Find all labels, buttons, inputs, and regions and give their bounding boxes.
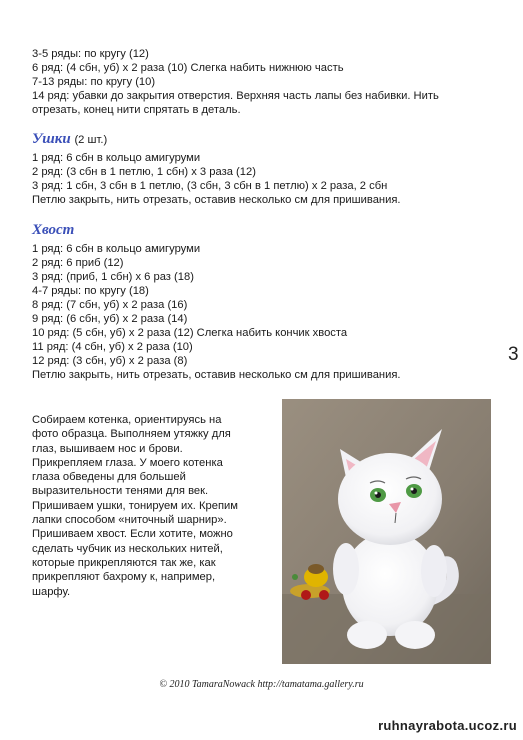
assembly-line: глаза обведены для большей: [32, 471, 186, 484]
tail-line: 3 ряд: (приб, 1 сбн) х 6 раз (18): [32, 271, 194, 283]
text-line: 3-5 ряды: по кругу (12): [32, 48, 149, 60]
tail-heading: Хвост: [32, 222, 75, 238]
ears-line: Петлю закрыть, нить отрезать, оставив несколько см для пришивания.: [32, 194, 401, 206]
ears-line: 1 ряд: 6 сбн в кольцо амигуруми: [32, 152, 201, 164]
assembly-line: прикрепляют бахрому к, например,: [32, 571, 216, 584]
site-watermark: ruhnayrabota.ucoz.ru: [378, 718, 517, 733]
tail-line: 4-7 ряды: по кругу (18): [32, 285, 149, 297]
tail-line: 11 ряд: (4 сбн, уб) х 2 раза (10): [32, 341, 193, 353]
text-line: 7-13 ряды: по кругу (10): [32, 76, 156, 88]
assembly-line: шарфу.: [32, 585, 71, 598]
tail-line: 12 ряд: (3 сбн, уб) х 2 раза (8): [32, 355, 188, 367]
text-line: 6 ряд: (4 сбн, уб) х 2 раза (10) Слегка набить нижнюю часть: [32, 62, 344, 74]
assembly-line: глаз, вышиваем нос и брови.: [32, 442, 183, 455]
ears-heading: [32, 131, 107, 148]
ears-count-note: (2 шт.): [74, 134, 108, 146]
tail-line: 1 ряд: 6 сбн в кольцо амигуруми: [32, 243, 201, 255]
page-number: 3: [508, 344, 519, 365]
assembly-line: фото образца. Выполняем утяжку для: [32, 428, 231, 441]
tail-line: 10 ряд: (5 сбн, уб) х 2 раза (12) Слегка набить кончик хвоста: [32, 327, 348, 339]
assembly-line: выразительности тенями для век.: [32, 485, 209, 498]
kitten-photo: [282, 399, 491, 664]
assembly-line: сделать чубчик из нескольких нитей,: [32, 542, 223, 555]
text-line: отрезать, конец нити спрятать в деталь.: [32, 104, 241, 116]
assembly-line: Пришиваем хвост. Если хотите, можно: [32, 528, 233, 541]
assembly-line: лапки способом «ниточный шарнир».: [32, 514, 227, 527]
assembly-line: которые прикрепляются так же, как: [32, 556, 216, 569]
text-line: 14 ряд: убавки до закрытия отверстия. Верхняя часть лапы без набивки. Нить: [32, 90, 439, 102]
ears-line: 3 ряд: 1 сбн, 3 сбн в 1 петлю, (3 сбн, 3 сбн в 1 петлю) х 2 раза, 2 сбн: [32, 180, 388, 192]
assembly-paragraph: [32, 413, 272, 599]
tail-line: 9 ряд: (6 сбн, уб) х 2 раза (14): [32, 313, 188, 325]
copyright-footer: © 2010 TamaraNowack http://tamatama.gallery.ru: [159, 679, 364, 690]
tail-line: Петлю закрыть, нить отрезать, оставив несколько см для пришивания.: [32, 369, 401, 381]
assembly-line: Прикрепляем глаза. У моего котенка: [32, 456, 223, 469]
assembly-line: Пришиваем ушки, тонируем их. Крепим: [32, 499, 238, 512]
tail-line: 2 ряд: 6 приб (12): [32, 257, 124, 269]
ears-line: 2 ряд: (3 сбн в 1 петлю, 1 сбн) х 3 раза (12): [32, 166, 256, 178]
tail-line: 8 ряд: (7 сбн, уб) х 2 раза (16): [32, 299, 188, 311]
ears-title: Ушки: [32, 131, 71, 147]
assembly-line: Собираем котенка, ориентируясь на: [32, 414, 222, 426]
